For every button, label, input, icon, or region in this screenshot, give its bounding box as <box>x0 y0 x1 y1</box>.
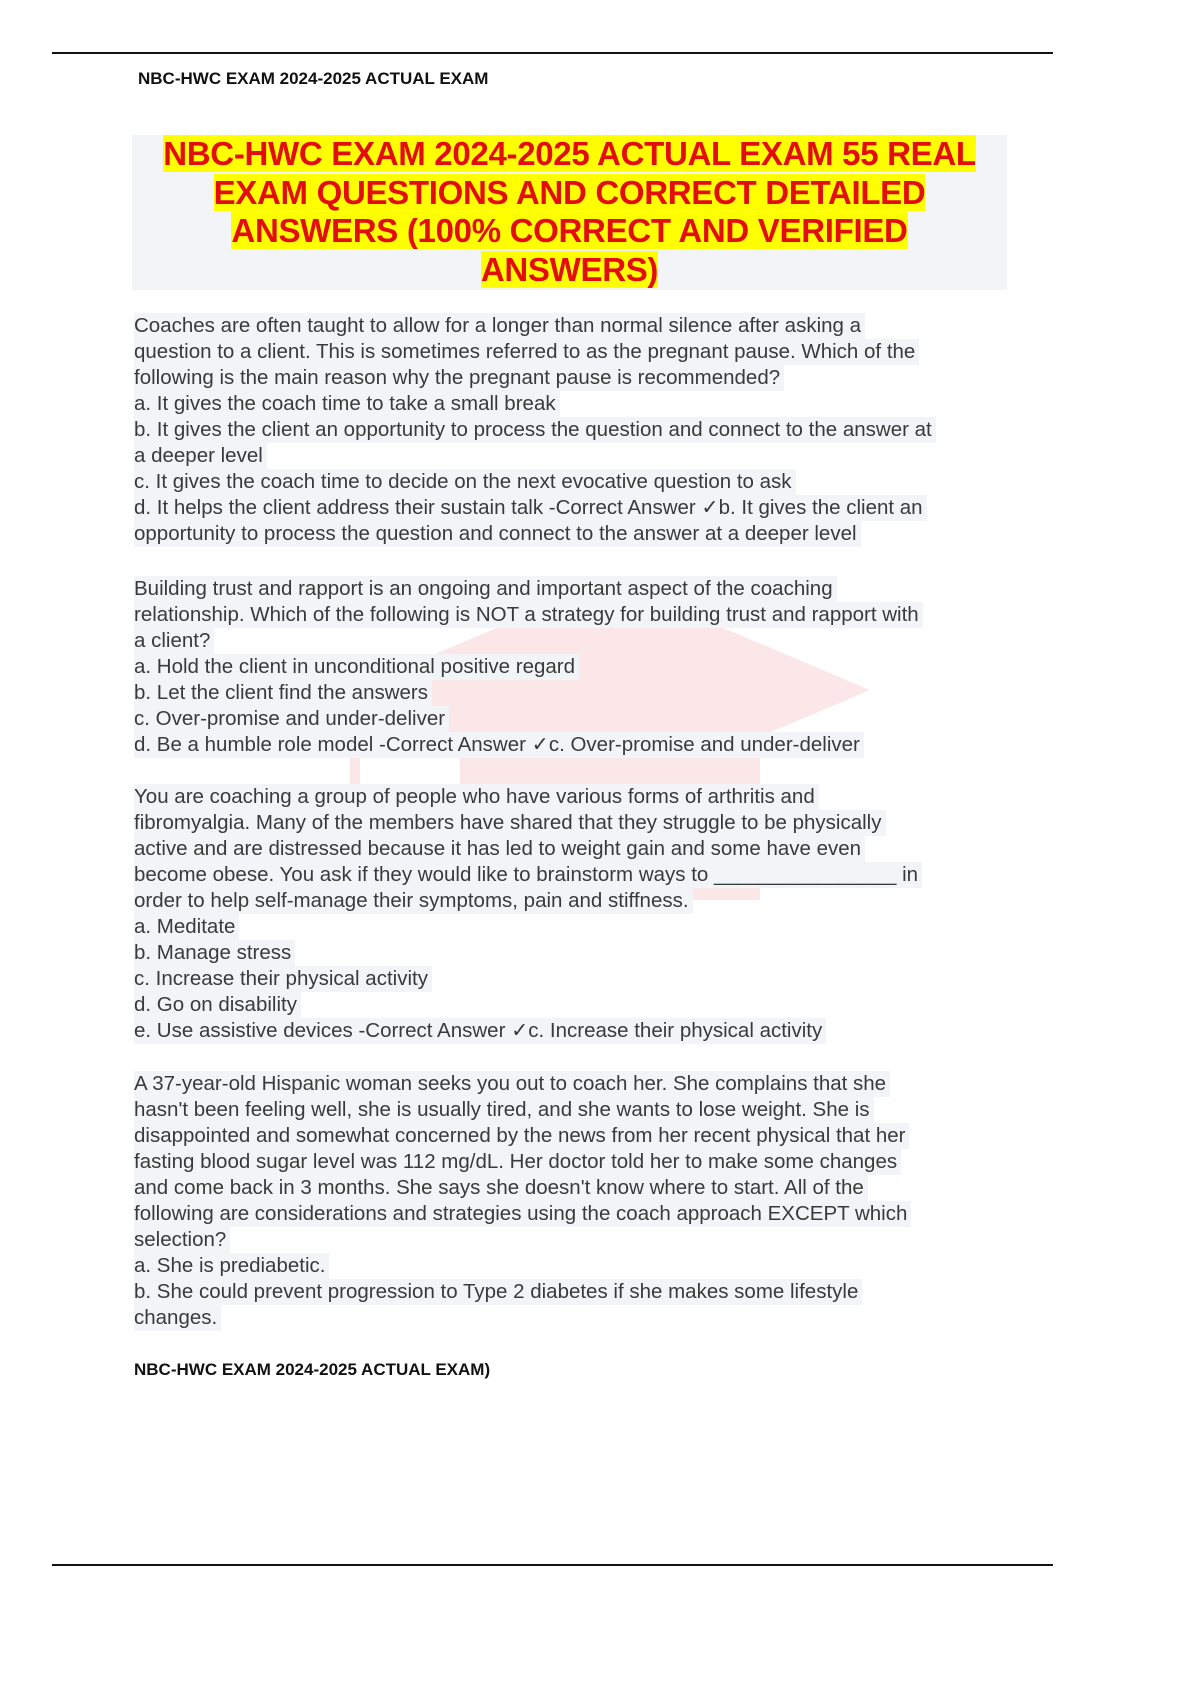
title-line: ANSWERS (100% CORRECT AND VERIFIED <box>231 212 908 249</box>
question-text-line: a. Meditate <box>134 914 239 940</box>
page-footer: NBC-HWC EXAM 2024-2025 ACTUAL EXAM) <box>134 1360 491 1379</box>
title-line: NBC-HWC EXAM 2024-2025 ACTUAL EXAM 55 REAL <box>163 135 976 172</box>
document-title <box>132 135 1007 290</box>
question-text-line: question to a client. This is sometimes referred to as the pregnant pause. Which of the <box>134 339 919 365</box>
question-text-line: become obese. You ask if they would like to brainstorm ways to ________________ in <box>134 862 922 888</box>
footer-rule <box>52 1564 1053 1566</box>
question-text-line: a deeper level <box>134 443 267 469</box>
title-line: EXAM QUESTIONS AND CORRECT DETAILED <box>213 173 926 211</box>
question-text-line: a. Hold the client in unconditional positive regard <box>134 654 579 680</box>
question-4 <box>134 1071 1004 1331</box>
question-text-line: relationship. Which of the following is NOT a strategy for building trust and rapport with <box>134 602 923 628</box>
question-text-line: a client? <box>134 628 214 654</box>
title-line: ANSWERS) <box>480 250 659 288</box>
question-text-line: a. It gives the coach time to take a small break <box>134 391 560 417</box>
question-text-line: disappointed and somewhat concerned by the news from her recent physical that her <box>134 1123 909 1149</box>
question-text-line: b. She could prevent progression to Type 2 diabetes if she makes some lifestyle <box>134 1279 862 1305</box>
question-text-line: c. Increase their physical activity <box>134 966 432 992</box>
question-text-line: You are coaching a group of people who have various forms of arthritis and <box>134 784 819 810</box>
question-text-line: b. Let the client find the answers <box>134 680 432 706</box>
question-text-line: hasn't been feeling well, she is usually tired, and she wants to lose weight. She is <box>134 1097 874 1123</box>
header-rule <box>52 52 1053 54</box>
question-text-line: fasting blood sugar level was 112 mg/dL. Her doctor told her to make some changes <box>134 1149 901 1175</box>
question-text-line: a. She is prediabetic. <box>134 1253 329 1279</box>
question-text-line: c. It gives the coach time to decide on the next evocative question to ask <box>134 469 796 495</box>
question-3 <box>134 784 1004 1044</box>
question-text-line: Coaches are often taught to allow for a longer than normal silence after asking a <box>134 313 865 339</box>
question-text-line: d. Go on disability <box>134 992 301 1018</box>
question-text-line: d. Be a humble role model -Correct Answer ✓c. Over-promise and under-deliver <box>134 732 864 758</box>
question-text-line: and come back in 3 months. She says she doesn't know where to start. All of the <box>134 1175 868 1201</box>
question-text-line: fibromyalgia. Many of the members have shared that they struggle to be physically <box>134 810 886 836</box>
question-text-line: b. Manage stress <box>134 940 295 966</box>
page-header: NBC-HWC EXAM 2024-2025 ACTUAL EXAM <box>138 69 489 88</box>
question-text-line: changes. <box>134 1305 221 1331</box>
question-text-line: order to help self-manage their symptoms, pain and stiffness. <box>134 888 693 914</box>
question-text-line: selection? <box>134 1227 230 1253</box>
question-text-line: following is the main reason why the pregnant pause is recommended? <box>134 365 784 391</box>
question-text-line: d. It helps the client address their sustain talk -Correct Answer ✓b. It gives the client an <box>134 495 927 521</box>
question-text-line: active and are distressed because it has led to weight gain and some have even <box>134 836 865 862</box>
question-1 <box>134 313 1004 547</box>
question-2 <box>134 576 1004 758</box>
question-text-line: following are considerations and strategies using the coach approach EXCEPT which <box>134 1201 911 1227</box>
question-text-line: opportunity to process the question and connect to the answer at a deeper level <box>134 521 861 547</box>
question-text-line: c. Over-promise and under-deliver <box>134 706 449 732</box>
question-text-line: e. Use assistive devices -Correct Answer ✓c. Increase their physical activity <box>134 1018 826 1044</box>
question-text-line: b. It gives the client an opportunity to process the question and connect to the answer at <box>134 417 936 443</box>
question-text-line: Building trust and rapport is an ongoing and important aspect of the coaching <box>134 576 837 602</box>
question-text-line: A 37-year-old Hispanic woman seeks you out to coach her. She complains that she <box>134 1071 890 1097</box>
